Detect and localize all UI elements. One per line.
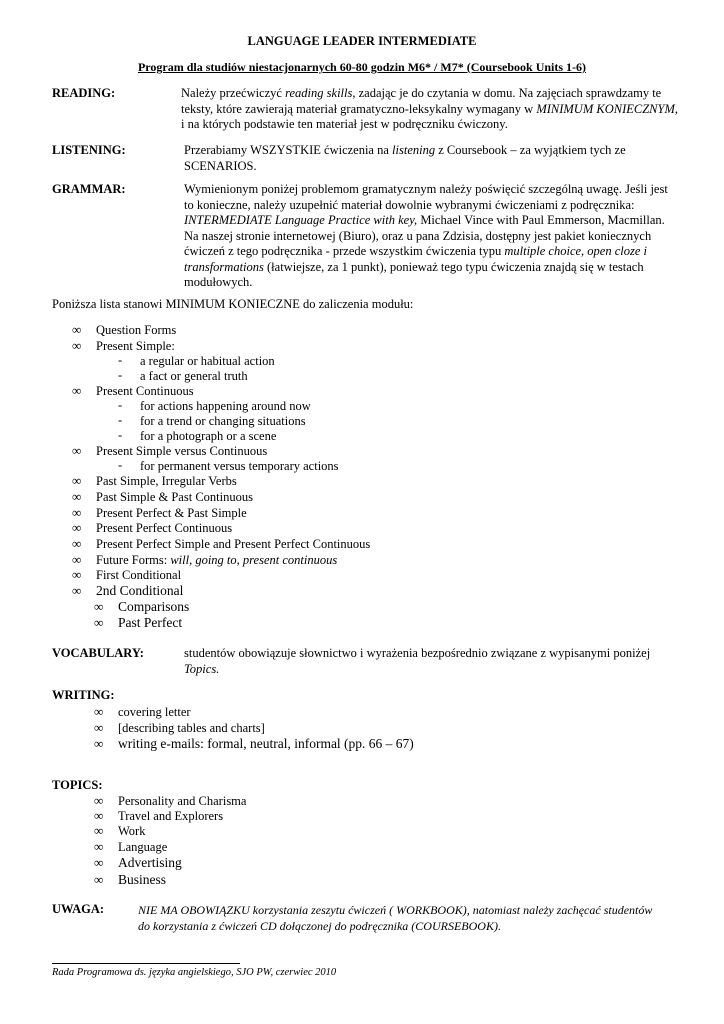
list-item: writing e-mails: formal, neutral, informal (pp. 66 – 67) (118, 736, 414, 751)
writing-label: WRITING: (52, 688, 115, 702)
infinity-bullet-icon: ∞ (72, 567, 82, 582)
infinity-bullet-icon: ∞ (72, 505, 82, 520)
list-item: Present Perfect Simple and Present Perfect Continuous (96, 537, 371, 551)
list-item: Present Perfect & Past Simple (96, 506, 247, 520)
dash-bullet: - (118, 428, 123, 442)
list-item: Past Simple, Irregular Verbs (96, 474, 237, 488)
document-subtitle: Program dla studiów niestacjonarnych 60-80 godzin M6* / M7* (Coursebook Units 1-6) (137, 60, 587, 74)
uwaga-text: NIE MA OBOWIĄZKU korzystania zeszytu ćwiczeń ( WORKBOOK), natomiast należy zachęcać studentów do korzystania z ćwiczeń CD dołączonej do podręcznika (COURSEBOOK). (138, 903, 653, 933)
listening-label: LISTENING: (52, 143, 126, 157)
list-item: Travel and Explorers (118, 809, 224, 823)
list-subitem: for actions happening around now (140, 399, 311, 413)
infinity-bullet-icon: ∞ (72, 536, 82, 551)
list-item: Past Simple & Past Continuous (96, 490, 253, 504)
infinity-bullet-icon: ∞ (94, 872, 104, 887)
list-item: Language (118, 840, 168, 854)
list-item: Present Simple versus Continuous (96, 444, 268, 458)
dash-bullet: - (118, 368, 123, 382)
infinity-bullet-icon: ∞ (94, 704, 104, 719)
reading-label: READING: (52, 86, 116, 100)
grammar-label: GRAMMAR: (52, 182, 126, 196)
list-item: covering letter (118, 705, 191, 719)
list-item: Business (118, 872, 167, 887)
list-item: Advertising (118, 855, 182, 870)
list-item: Personality and Charisma (118, 794, 247, 808)
infinity-bullet-icon: ∞ (94, 808, 104, 823)
infinity-bullet-icon: ∞ (94, 793, 104, 808)
topics-label: TOPICS: (52, 778, 103, 792)
listening-text: Przerabiamy WSZYSTKIE ćwiczenia na listening z Coursebook – za wyjątkiem tych ze SCENARIOS. (184, 143, 626, 173)
infinity-bullet-icon: ∞ (94, 855, 104, 870)
list-item: 2nd Conditional (96, 583, 184, 598)
infinity-bullet-icon: ∞ (94, 599, 104, 614)
infinity-bullet-icon: ∞ (72, 338, 82, 353)
list-item: First Conditional (96, 568, 182, 582)
minimum-intro: Poniższa lista stanowi MINIMUM KONIECZNE do zaliczenia modułu: (52, 297, 414, 311)
infinity-bullet-icon: ∞ (72, 520, 82, 535)
infinity-bullet-icon: ∞ (94, 736, 104, 751)
list-subitem: for a trend or changing situations (140, 414, 306, 428)
list-item: Present Simple: (96, 339, 175, 353)
list-item: Question Forms (96, 323, 177, 337)
infinity-bullet-icon: ∞ (72, 322, 82, 337)
vocabulary-label: VOCABULARY: (52, 646, 144, 660)
grammar-text: Wymienionym poniżej problemom gramatycznym należy poświęcić szczególną uwagę. Jeśli jest to konieczne, należy uzupełnić materiał dowolnie wybranymi ćwiczeniami z podręcznika: INTERMEDIATE Language Practice with key, Michael Vince with Paul Emmerson, Macmillan. Na naszej stronie internetowej (Biuro), oraz u pana Zdzisia, dostępny jest pakiet koniecznych ćwiczeń z tego podręcznika - przede wszystkim ćwiczenia typu multiple choice, open cloze i transformations (łatwiejsze, za 1 punkt), ponieważ tego typu ćwiczenia znajdą się w testach modułowych. (184, 182, 668, 289)
list-item: Present Perfect Continuous (96, 521, 233, 535)
footer-rule (52, 963, 240, 964)
infinity-bullet-icon: ∞ (94, 839, 104, 854)
document-title: LANGUAGE LEADER INTERMEDIATE (247, 34, 477, 48)
infinity-bullet-icon: ∞ (94, 823, 104, 838)
dash-bullet: - (118, 398, 123, 412)
infinity-bullet-icon: ∞ (72, 489, 82, 504)
list-item: [describing tables and charts] (118, 721, 265, 735)
infinity-bullet-icon: ∞ (72, 583, 82, 598)
list-subitem: a fact or general truth (140, 369, 248, 383)
list-subitem: for permanent versus temporary actions (140, 459, 339, 473)
list-item: Present Continuous (96, 384, 194, 398)
list-item: Work (118, 824, 146, 838)
footer-note: Rada Programowa ds. języka angielskiego, SJO PW, czerwiec 2010 (52, 967, 337, 978)
infinity-bullet-icon: ∞ (72, 473, 82, 488)
list-subitem: for a photograph or a scene (140, 429, 277, 443)
infinity-bullet-icon: ∞ (72, 383, 82, 398)
list-subitem: Comparisons (118, 599, 190, 614)
reading-text: Należy przećwiczyć reading skills, zadając je do czytania w domu. Na zajęciach sprawdzamy te teksty, które zawierają materiał gramatyczno-leksykalny wymagany w MINIMUM KONIECZNYM, i na których podstawie ten materiał jest w podręczniku ćwiczony. (181, 86, 678, 131)
vocabulary-text: studentów obowiązuje słownictwo i wyrażenia bezpośrednio związane z wypisanymi poniżej Topics. (184, 646, 651, 676)
list-subitem: Past Perfect (118, 615, 183, 630)
list-subitem: a regular or habitual action (140, 354, 275, 368)
infinity-bullet-icon: ∞ (72, 552, 82, 567)
uwaga-label: UWAGA: (52, 902, 105, 916)
infinity-bullet-icon: ∞ (72, 443, 82, 458)
dash-bullet: - (118, 458, 123, 472)
infinity-bullet-icon: ∞ (94, 720, 104, 735)
infinity-bullet-icon: ∞ (94, 615, 104, 630)
list-item: Future Forms: will, going to, present continuous (96, 553, 338, 567)
dash-bullet: - (118, 413, 123, 427)
dash-bullet: - (118, 353, 123, 367)
